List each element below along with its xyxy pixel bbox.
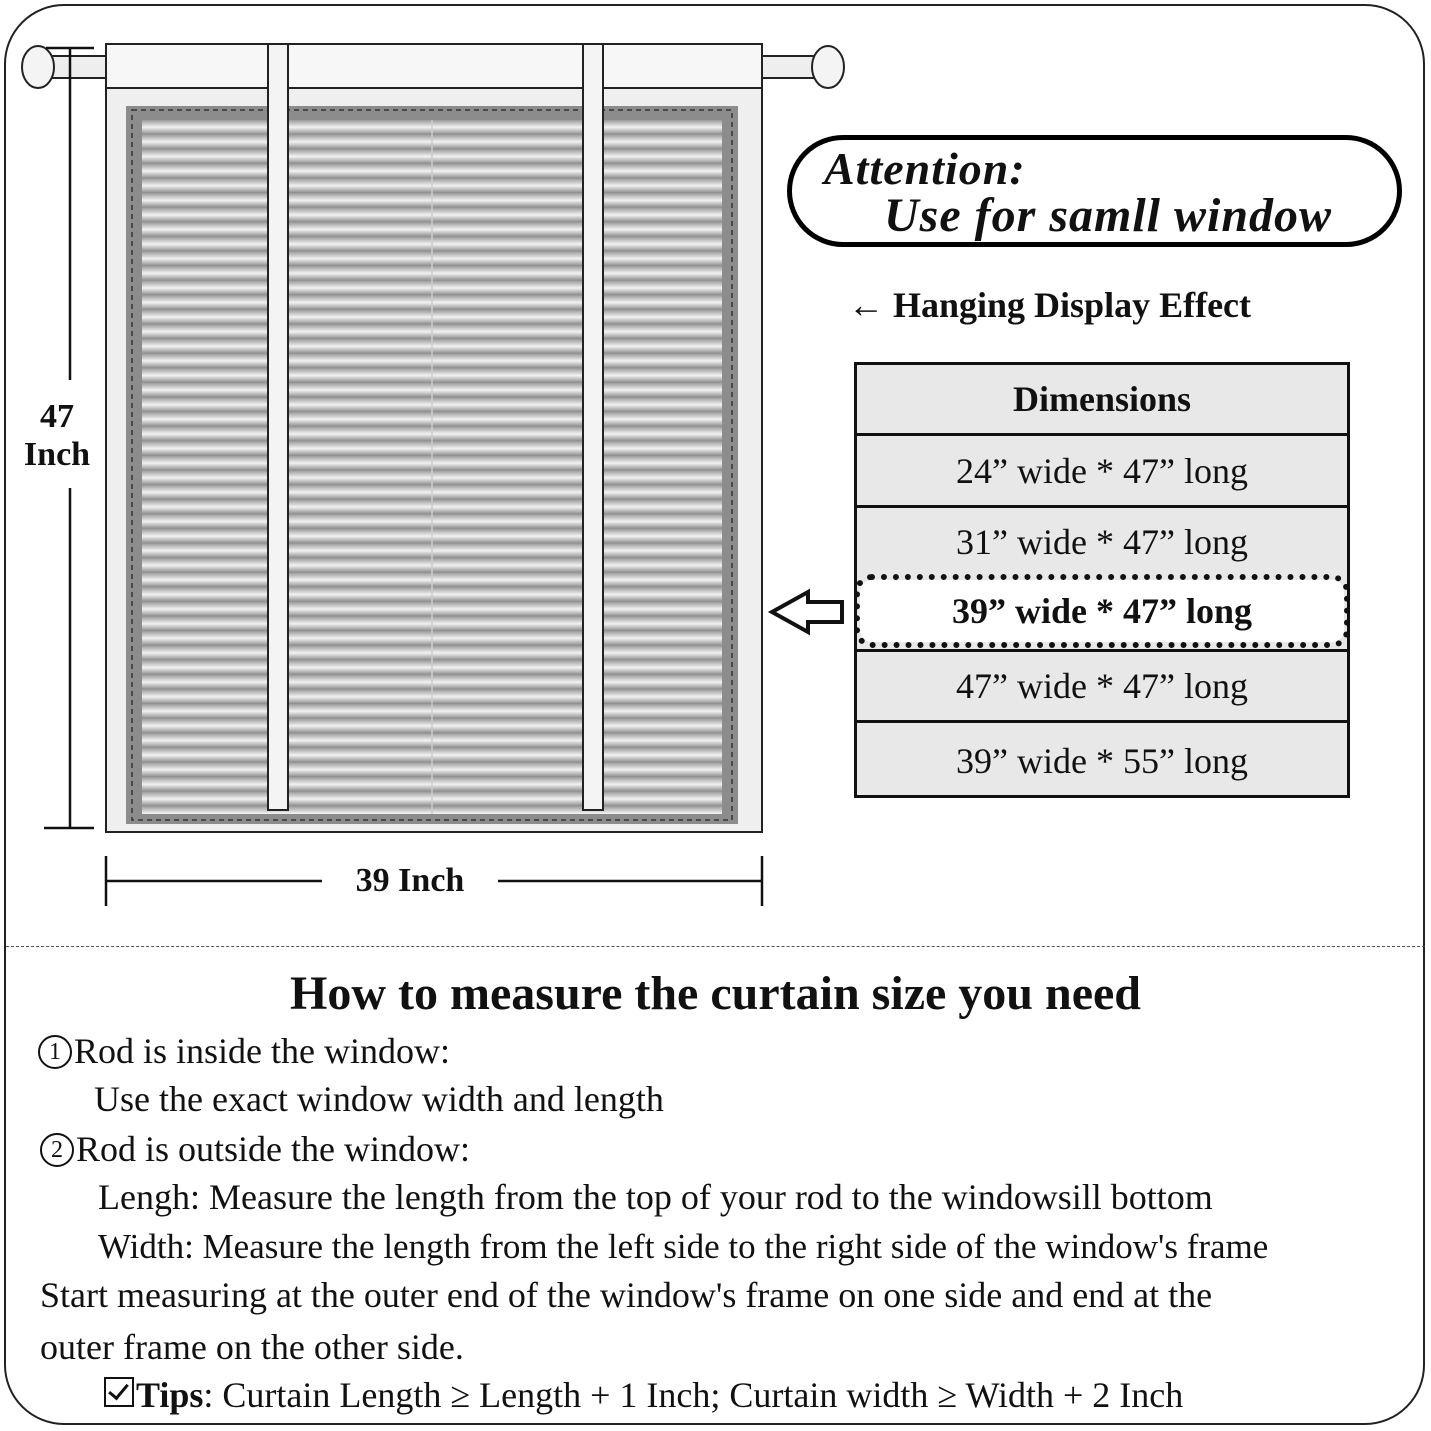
tab-strap-right: [583, 44, 603, 810]
attention-title: Attention:: [824, 143, 1026, 194]
step1-title: [38, 1030, 450, 1072]
height-label: [14, 398, 100, 474]
tips-label: Tips: [136, 1375, 204, 1415]
attention-badge: [787, 135, 1402, 247]
step2-width: Width: Measure the length from the left side to the right side of the window's frame: [98, 1227, 1269, 1266]
dimension-option: 31” wide * 47” long: [857, 505, 1347, 576]
howto-title: How to measure the curtain size you need: [289, 967, 1141, 1020]
width-label: 39 Inch: [330, 862, 490, 900]
tips-text: : Curtain Length ≥ Length + 1 Inch; Curtain width ≥ Width + 2 Inch: [203, 1375, 1184, 1415]
tab-strap-left: [268, 44, 288, 810]
dimensions-header: Dimensions: [1012, 379, 1192, 419]
step1-title-text: Rod is inside the window:: [74, 1031, 450, 1071]
step2-title-text: Rod is outside the window:: [76, 1129, 470, 1169]
step-number-icon: 2: [40, 1133, 74, 1167]
height-unit: Inch: [23, 436, 91, 473]
note-line-2: outer frame on the other side.: [40, 1327, 464, 1367]
dimension-option: 39” wide * 55” long: [857, 720, 1347, 799]
step-number-icon: 1: [38, 1035, 72, 1069]
note-line-1: Start measuring at the outer end of the window's frame on one side and end at the: [40, 1275, 1213, 1315]
selected-arrow-icon: [772, 592, 842, 632]
tips-line: [104, 1374, 1183, 1416]
step1-detail: Use the exact window width and length: [94, 1079, 664, 1119]
step2-length: Lengh: Measure the length from the top of your rod to the windowsill bottom: [98, 1177, 1213, 1217]
hanging-display-label: ← Hanging Display Effect: [848, 285, 1252, 325]
dimension-option: 24” wide * 47” long: [857, 433, 1347, 506]
step2-title: [40, 1128, 470, 1170]
checkbox-icon: [104, 1377, 134, 1407]
attention-message: Use for samll window: [884, 189, 1333, 242]
dimension-option: 47” wide * 47” long: [857, 649, 1347, 720]
rod-pocket: [106, 44, 762, 88]
height-value: 47: [40, 398, 74, 435]
dimension-option-selected: 39” wide * 47” long: [951, 591, 1253, 631]
